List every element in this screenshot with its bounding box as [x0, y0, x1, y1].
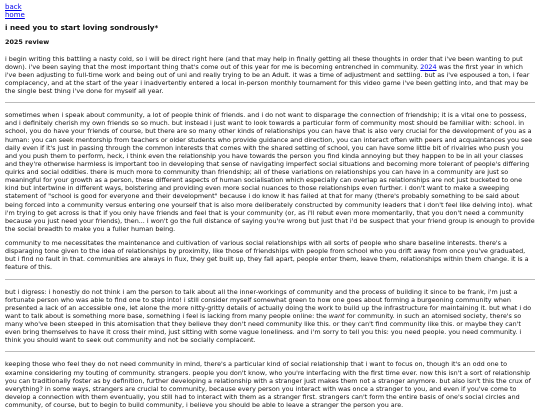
paragraph-digress [5, 288, 535, 345]
page-subtitle: 2025 review [5, 38, 50, 47]
emphasis-want: want [328, 311, 345, 320]
digress-text-before: but i digress: i honestly do not think i am the person to talk about all the inner-workings of community and the process of building it since to be frank, i'm just a fortunate person who was able to find one to step into! i still consider myself somewhat green to how one goes about forming a burgeoning community when presented a lack of an accessible one, let alone the more nitty-gritty details of actually doing the work to build up the infrastructure for maintaining it. but what i do want to talk about is something more base, something i feel is lacking from many people online: the [5, 287, 532, 320]
paragraph-community-school: sometimes when i speak about community, a lot of people think of friends. and i do not want to disparage the connection of friendship; it is a vital one to possess, and i definitely cherish my own friends so so much. but instead i just want to look towards a particular form of community most should be familiar with: school. in school, you do have your friends of course, but there are so many other kinds of relationships you can have that is also very crucial for the development of you as a human: you can seek mentorship from teachers or older students who provide guidance and direction, you can interact often with peers and acquaintances you see daily even if it's just in passing through the common interests that comes with the shared setting of school, you can have some little bit of rivalries who push you and you push them to perform, heck, i think even the relationship you have towards the person you find kinda annoying but they happen to be in all your classes and they're otherwise harmless is important too in developing that sense of navigating imperfect social situations and becoming more tolerant of people's differing quirks and social oddities. there is much more to community than friendship; all of these variations on relationships you can have in a community are just so meaningful for your growth as a person, these different aspects of human socialisation which especially can overlap as relationships are not just bucketed to one kind but intertwine in different ways, bolstering and providing even more social nuances to those relationships even further. i don't want to make a sweeping statement of "school is good for everyone and their development" because i do know it has failed at that for many (there's probably something to be said about being forced into a community versus entering one yourself that is also more deliberately constructed by community leaders that i don't feel like delving into). what i'm trying to get across is that if you only have friends and feel that is your community (or, as i'll rebut even more momentarily, that you don't need a community because you just need your friends), then... i won't go the full distance of saying you're wrong but just that i'd be suspect that your friend group is enough to provide the social breadth to make you a fuller human being. [5, 111, 535, 233]
paragraph-strangers: keeping those who feel they do not need community in mind, there's a particular kind of social relationship that i want to focus on, though it's an odd one to examine considering my touting of community. strangers. people you don't know, who you're interfacing with the first time ever. now this isn't a sort of relationship you can traditionally foster as by definition, further developing a relationship with a stranger just makes them not a stranger anymore. but also isn't this the crux of everything? in some ways, strangers are crucial to community, because every person you interact with was once a stranger to you, and even if you've come to develop a connection with them eventually, you still had to interact with them as a stranger first. strangers can't form the entire basis of one's social circles and community, of course, but to begin to build community, i believe you should be able to leave a stranger the person you are. [5, 360, 531, 409]
paragraph-community-maintenance: community to me necessitates the maintenance and cultivation of various social relationships with all sorts of people who share baseline interests. there's a disparaging tone given to the idea of relationships by proximity, like those of friendships with people from school who you drift away from once you've graduated, but i find no fault in that. communities are always in flux, they get built up, they fall apart, people enter them, leave them, relationships within them change. it is a feature of this. [5, 239, 529, 272]
intro-text-after: was the first year in which i've been adjusting to full-time work and being out of uni and really trying to be an Adult. it was a time of adjustment and settling. but as i've espoused a ton, i fear complacency, and at the start of the year i inadvertently entered a local in-person monthly tournament for this video game i've been getting into, and that may be the single best thing i've done for myself all year. [5, 62, 530, 96]
section-divider-1 [5, 102, 535, 103]
link-2024[interactable]: 2024 [420, 62, 437, 71]
back-link[interactable]: back [5, 3, 22, 11]
paragraph-intro [5, 55, 535, 96]
section-divider-3 [5, 351, 535, 352]
section-divider-2 [5, 279, 535, 280]
digress-text-after: for community. in such an atomised society, there's so many who've been steeped in this atomisation that they believe they don't need community like this. or they can't find community like this. or maybe they can't even bring themselves to have it cross their mind, just sitting with some vague loneliness. and i'm sorry to tell you this: you need people. you need community. i think you should want to seek out community and not be socially complacent. [5, 311, 522, 345]
page-title: i need you to start loving sondrously* [5, 22, 159, 32]
intro-text-before: i begin writing this battling a nasty cold, so i will be direct right here (and that may help in finally getting all these thoughts in order that i've been wanting to put down). i've been saying that the most important thing that's come out of this year for me is becoming entrenched in community. [5, 54, 523, 71]
home-link[interactable]: home [5, 11, 25, 20]
